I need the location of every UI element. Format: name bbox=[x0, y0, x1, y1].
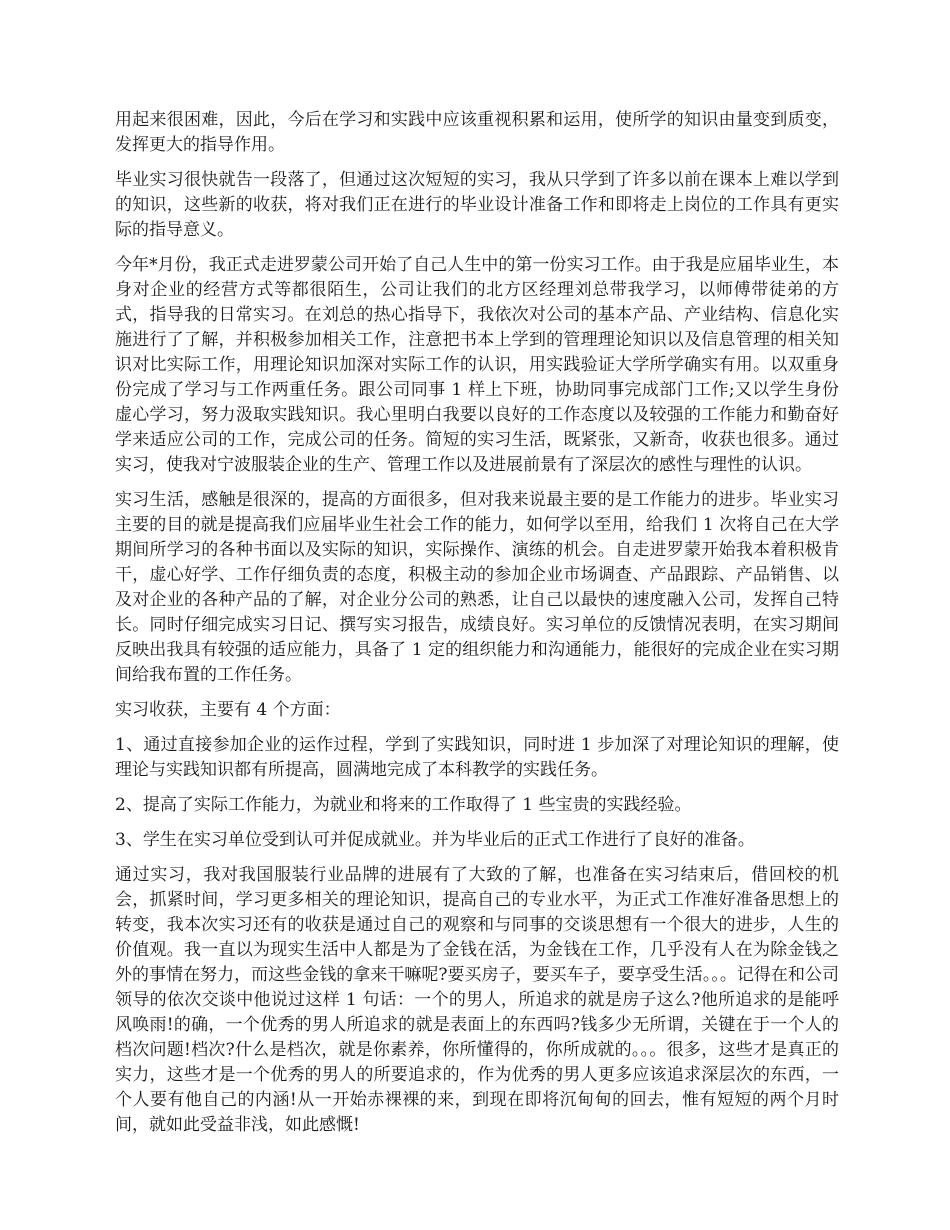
paragraph: 今年*月份，我正式走进罗蒙公司开始了自己人生中的第一份实习工作。由于我是应届毕业生，本身对企业的经营方式等都很陌生，公司让我们的北方区经理刘总带我学习，以师傅带徒弟的方式，指导我的日常实习。在刘总的热心指导下，我依次对公司的基本产品、产业结构、信息化实施进行了了解，并积极参加相关工作，注意把书本上学到的管理理论知识以及信息管理的相关知识对比实际工作，用理论知识加深对实际工作的认识，用实践验证大学所学确实有用。以双重身份完成了学习与工作两重任务。跟公司同事 1 样上下班，协助同事完成部门工作;又以学生身份虚心学习，努力汲取实践知识。我心里明白我要以良好的工作态度以及较强的工作能力和勤奋好学来适应公司的工作，完成公司的任务。简短的实习生活，既紧张，又新奇，收获也很多。通过实习，使我对宁波服装企业的生产、管理工作以及进展前景有了深层次的感性与理性的认识。 bbox=[115, 255, 839, 475]
list-item: 3、学生在实习单位受到认可并促成就业。并为毕业后的正式工作进行了良好的准备。 bbox=[115, 830, 755, 850]
paragraph: 实习收获，主要有 4 个方面： bbox=[115, 700, 341, 720]
paragraph: 通过实习，我对我国服装行业品牌的进展有了大致的了解，也准备在实习结束后，借回校的机会，抓紧时间，学习更多相关的理论知识，提高自己的专业水平，为正式工作准好准备思想上的转变，我本次实习还有的收获是通过自己的观察和与同事的交谈思想有一个很大的进步，人生的价值观。我一直以为现实生活中人都是为了金钱在活，为金钱在工作，几乎没有人在为除金钱之外的事情在努力，而这些金钱的拿来干嘛呢?要买房子，要买车子，要享受生活。。。记得在和公司领导的依次交谈中他说过这样 1 句话：一个的男人，所追求的就是房子这么?他所追求的是能呼风唤雨!的确，一个优秀的男人所追求的就是表面上的东西吗?钱多少无所谓，关键在于一个人的档次问题!档次?什么是档次，就是你素养，你所懂得的，你所成就的。。。很多，这些才是真正的实力，这些才是一个优秀的男人的所要追求的，作为优秀的男人更多应该追求深层次的东西，一个人要有他自己的内涵!从一开始赤裸裸的来，到现在即将沉甸甸的回去，惟有短短的两个月时间，就如此受益非浅，如此感慨! bbox=[115, 865, 839, 1135]
document-body bbox=[115, 108, 839, 1148]
paragraph: 毕业实习很快就告一段落了，但通过这次短短的实习，我从只学到了许多以前在课本上难以学到的知识，这些新的收获，将对我们正在进行的毕业设计准备工作和即将走上岗位的工作具有更实际的指导意义。 bbox=[115, 170, 839, 240]
paragraph: 实习生活，感触是很深的，提高的方面很多，但对我来说最主要的是工作能力的进步。毕业实习主要的目的就是提高我们应届毕业生社会工作的能力，如何学以至用，给我们 1 次将自己在大学期间所学习的各种书面以及实际的知识，实际操作、演练的机会。自走进罗蒙开始我本着积极肯干，虚心好学、工作仔细负责的态度，积极主动的参加企业市场调查、产品跟踪、产品销售、以及对企业的各种产品的了解，对企业分公司的熟悉，让自己以最快的速度融入公司，发挥自己特长。同时仔细完成实习日记、撰写实习报告，成绩良好。实习单位的反馈情况表明，在实习期间反映出我具有较强的适应能力，具备了 1 定的组织能力和沟通能力，能很好的完成企业在实习期间给我布置的工作任务。 bbox=[115, 490, 839, 685]
list-item: 2、提高了实际工作能力，为就业和将来的工作取得了 1 些宝贵的实践经验。 bbox=[115, 795, 692, 815]
list-item: 1、通过直接参加企业的运作过程，学到了实践知识，同时进 1 步加深了对理论知识的理解，使理论与实践知识都有所提高，圆满地完成了本科教学的实践任务。 bbox=[115, 735, 839, 780]
paragraph: 用起来很困难，因此，今后在学习和实践中应该重视积累和运用，使所学的知识由量变到质变，发挥更大的指导作用。 bbox=[115, 110, 839, 155]
